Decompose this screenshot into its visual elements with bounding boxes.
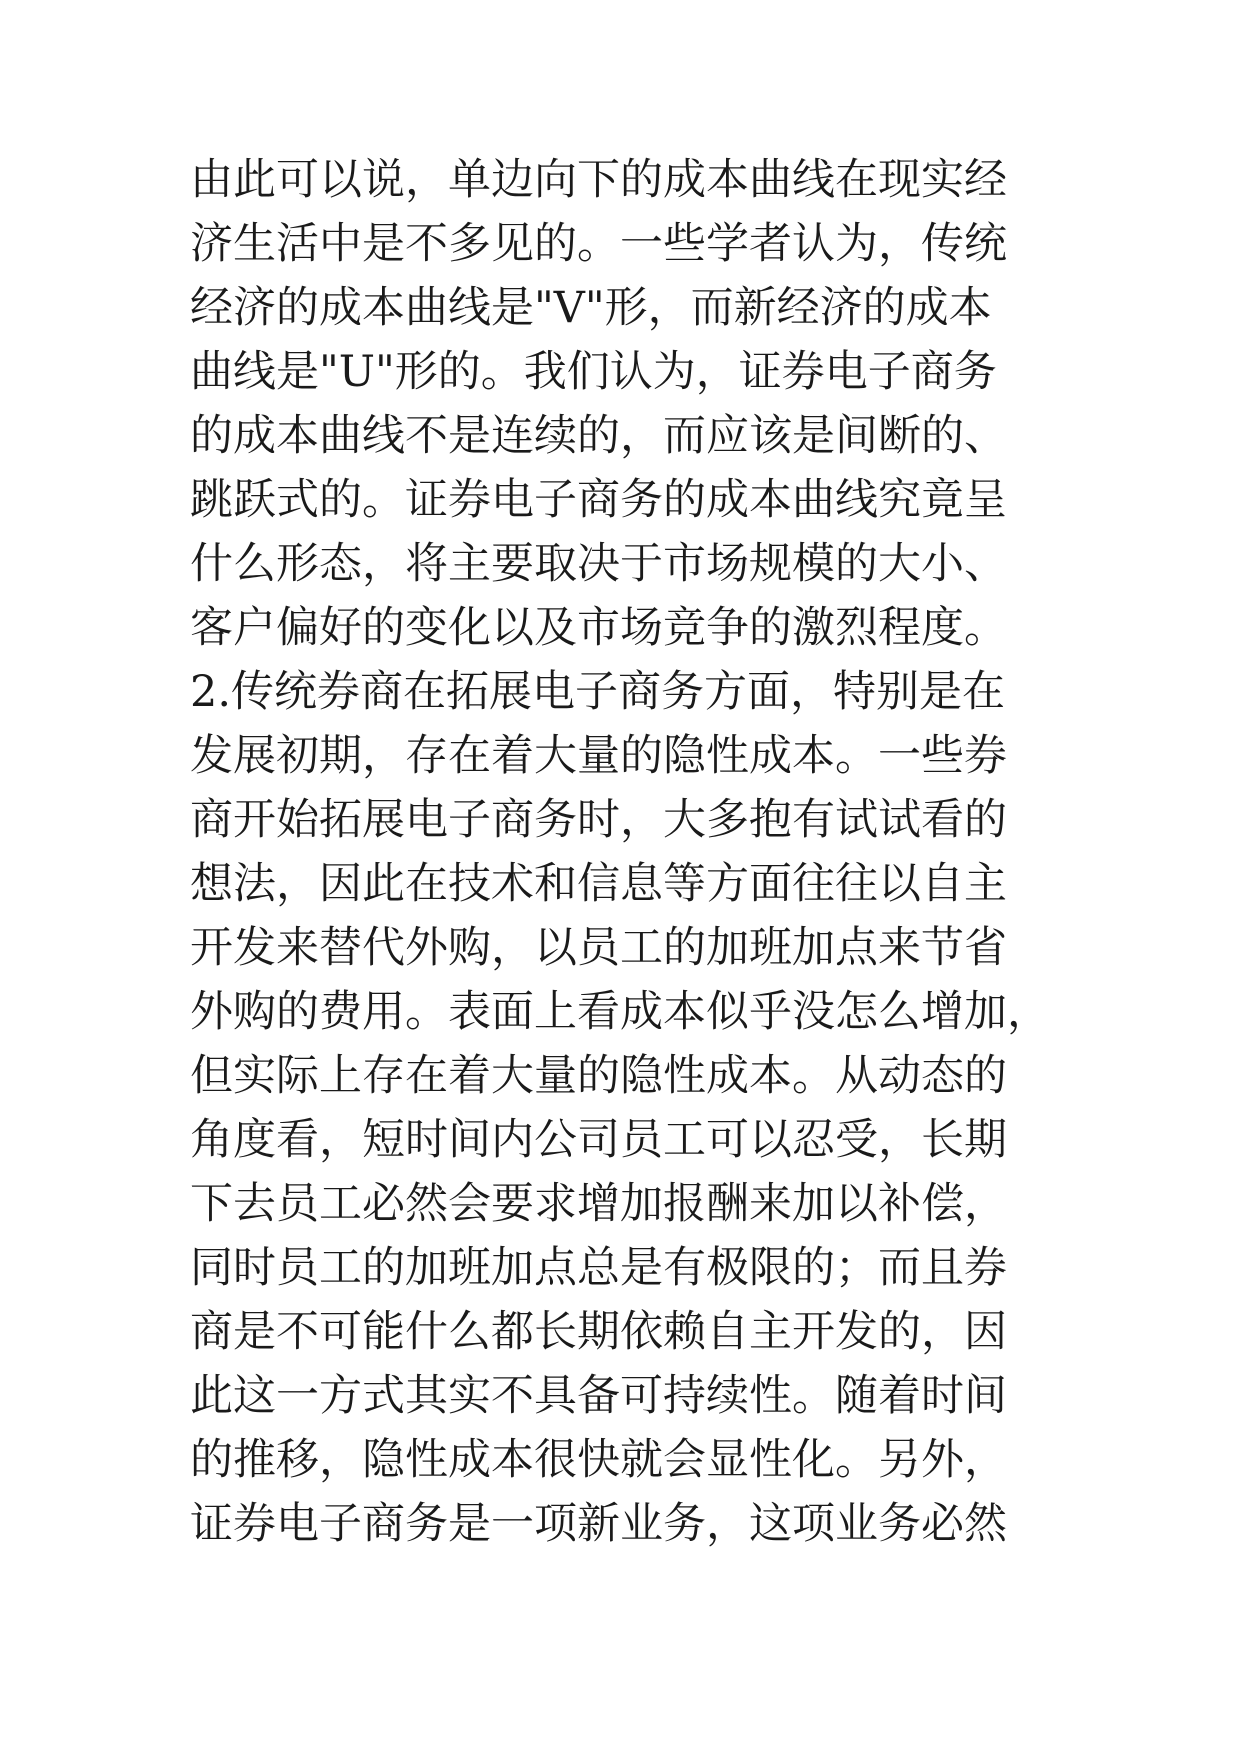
text-line: 外购的费用。表面上看成本似乎没怎么增加， [190,987,1050,1037]
text-line: 开发来替代外购，以员工的加班加点来节省 [190,923,1007,973]
text-line: 什么形态，将主要取决于市场规模的大小、 [190,539,1007,589]
text-line: 此这一方式其实不具备可持续性。随着时间 [190,1371,1007,1421]
text-line: 曲线是"U"形的。我们认为，证券电子商务 [190,347,997,397]
text-line: 证券电子商务是一项新业务，这项业务必然 [190,1499,1007,1549]
text-line: 济生活中是不多见的。一些学者认为，传统 [190,219,1007,269]
text-line: 经济的成本曲线是"V"形，而新经济的成本 [190,283,992,333]
text-line: 想法，因此在技术和信息等方面往往以自主 [190,859,1007,909]
text-line: 的推移，隐性成本很快就会显性化。另外， [190,1435,1007,1485]
text-line: 商是不可能什么都长期依赖自主开发的，因 [190,1307,1007,1357]
text-line: 发展初期，存在着大量的隐性成本。一些券 [190,731,1007,781]
text-line: 但实际上存在着大量的隐性成本。从动态的 [190,1051,1007,1101]
text-line: 的成本曲线不是连续的，而应该是间断的、 [190,411,1007,461]
body-text [190,148,1070,1556]
text-line: 2.传统券商在拓展电子商务方面，特别是在 [190,667,1006,717]
text-line: 下去员工必然会要求增加报酬来加以补偿， [190,1179,1007,1229]
text-line: 客户偏好的变化以及市场竞争的激烈程度。 [190,603,1007,653]
text-line: 商开始拓展电子商务时，大多抱有试试看的 [190,795,1007,845]
text-line: 跳跃式的。证券电子商务的成本曲线究竟呈 [190,475,1007,525]
text-line: 同时员工的加班加点总是有极限的；而且券 [190,1243,1007,1293]
text-line: 由此可以说，单边向下的成本曲线在现实经 [190,155,1007,205]
text-line: 角度看，短时间内公司员工可以忍受，长期 [190,1115,1007,1165]
